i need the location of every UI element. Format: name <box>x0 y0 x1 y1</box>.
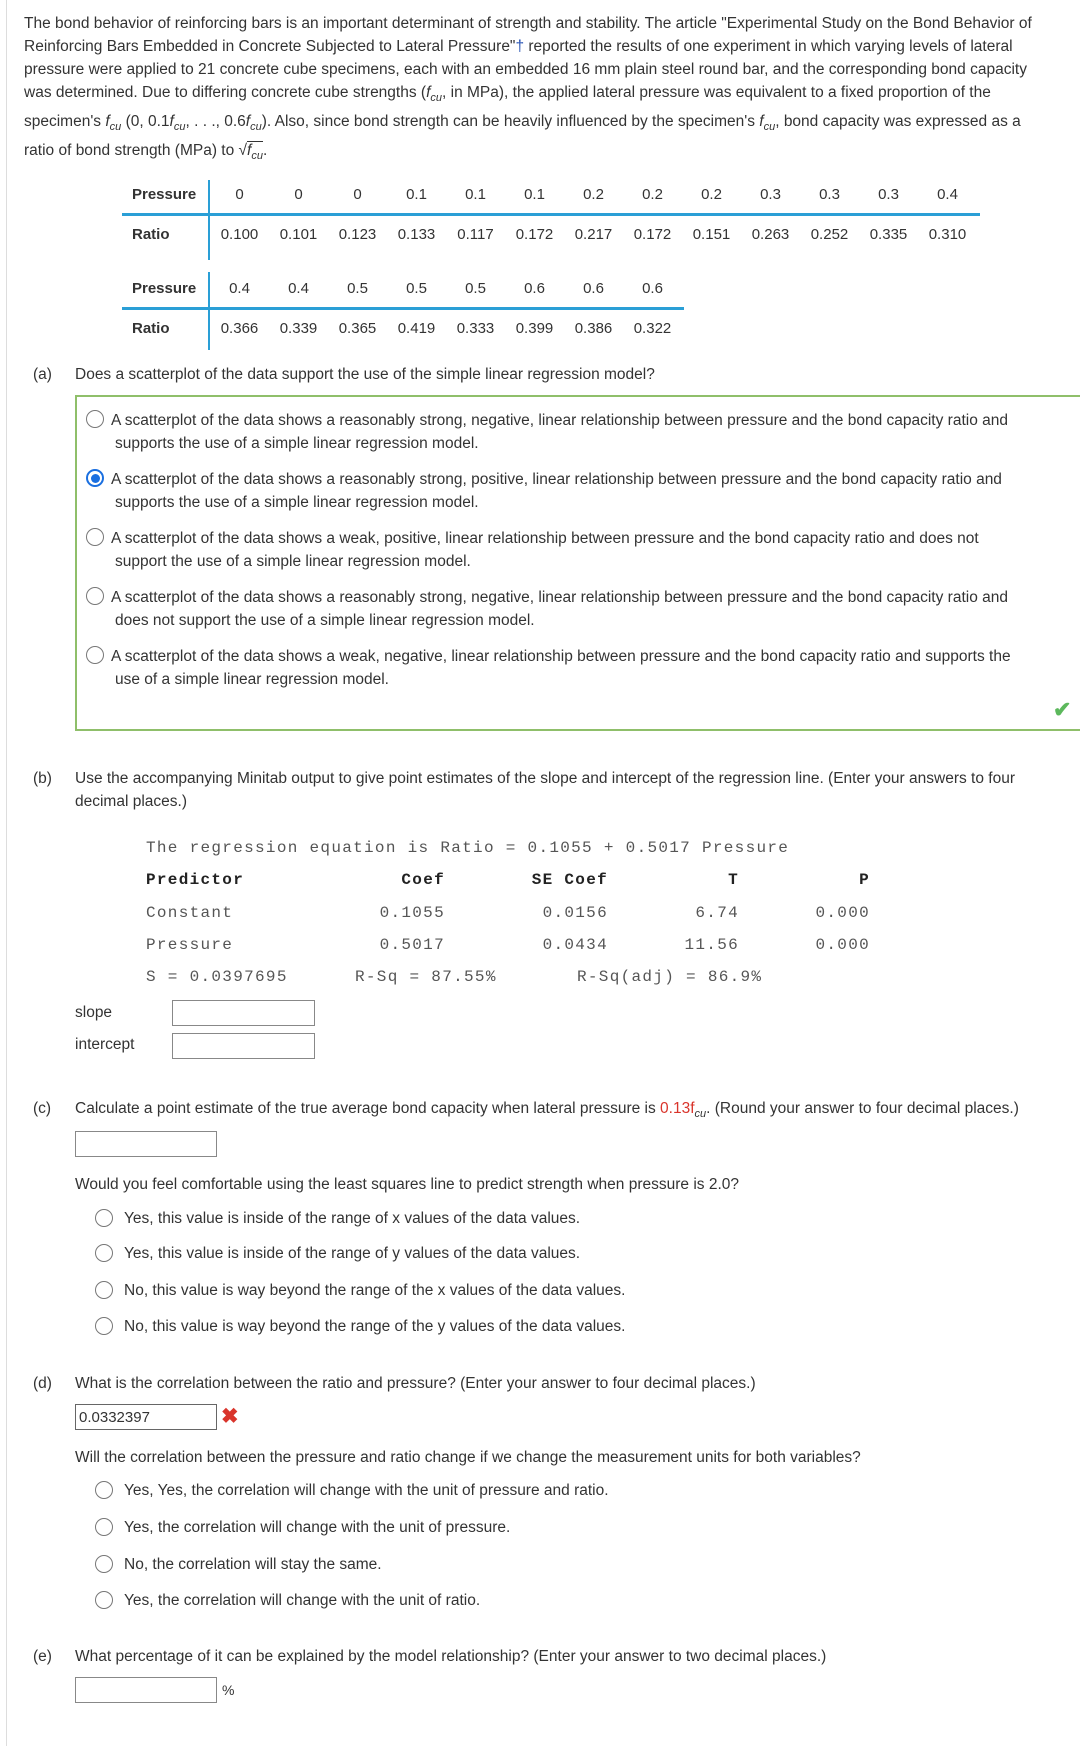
radio-button[interactable] <box>86 646 104 664</box>
part-c-question-2: Would you feel comfortable using the least squares line to predict strength when pressure is 2.0? <box>75 1176 740 1193</box>
option-text: No, the correlation will stay the same. <box>124 1556 382 1573</box>
pressure-cell: 0.2 <box>701 186 722 203</box>
footnote-link[interactable]: † <box>515 38 525 55</box>
row-header-pressure: Pressure <box>132 186 197 203</box>
header-coef: Coef <box>401 871 445 889</box>
intro-text: reported the results of one experiment in which varying levels of lateral <box>524 38 1013 55</box>
pressure-cell: 0 <box>235 186 244 203</box>
regression-equation: The regression equation is Ratio = 0.1055 + 0.5017 Pressure <box>146 839 790 857</box>
s-value: S = 0.0397695 <box>146 968 288 986</box>
slope-input[interactable] <box>172 1000 315 1026</box>
ratio-cell: 0.172 <box>633 226 672 243</box>
cu-subscript: cu <box>763 121 776 134</box>
cu-subscript: cu <box>430 92 443 105</box>
f-symbol: f <box>426 84 431 101</box>
radio-button[interactable] <box>95 1281 113 1299</box>
pressure-cell: 0.3 <box>760 186 781 203</box>
pressure-cell: 0.6 <box>524 280 545 297</box>
part-b-question: decimal places.) <box>75 793 187 810</box>
table-divider <box>122 213 980 216</box>
row-pressure-p: 0.000 <box>815 936 870 954</box>
ratio-cell: 0.100 <box>220 226 259 243</box>
option-text: No, this value is way beyond the range of the y values of the data values. <box>124 1318 626 1335</box>
row-pressure-se: 0.0434 <box>542 936 608 954</box>
f-symbol: f <box>169 113 174 131</box>
option-text: does not support the use of a simple linear regression model. <box>115 612 535 629</box>
incorrect-x-icon: ✖ <box>221 1405 239 1428</box>
r-sq-value: R-Sq = 87.55% <box>355 968 497 986</box>
option-text: Yes, the correlation will change with the unit of ratio. <box>124 1592 481 1609</box>
highlight-value: 0.13f <box>660 1100 695 1117</box>
radio-button[interactable] <box>86 587 104 605</box>
ratio-cell: 0.322 <box>633 320 672 337</box>
part-a-answer-box <box>75 395 1080 731</box>
answer-option[interactable] <box>91 527 1071 573</box>
pressure-cell: 0.2 <box>642 186 663 203</box>
pressure-cell: 0 <box>353 186 362 203</box>
pressure-cell: 0.1 <box>465 186 486 203</box>
pressure-cell: 0.3 <box>819 186 840 203</box>
data-table-1 <box>122 180 980 260</box>
radio-button[interactable] <box>95 1591 113 1609</box>
header-p: P <box>859 871 870 889</box>
ratio-cell: 0.335 <box>869 226 908 243</box>
question-text: Calculate a point estimate of the true average bond capacity when lateral pressure is <box>75 1100 661 1117</box>
intro-line <box>24 35 1080 58</box>
ratio-cell: 0.310 <box>928 226 967 243</box>
intro-text: (0, 0.1 <box>121 113 170 131</box>
radio-button[interactable] <box>95 1481 113 1499</box>
intro-text: specimen's <box>24 113 106 131</box>
answer-option[interactable] <box>95 1591 795 1613</box>
part-c-question <box>75 1100 1019 1120</box>
ratio-cell: 0.365 <box>338 320 377 337</box>
answer-option[interactable] <box>95 1317 795 1339</box>
cu-subscript: cu <box>251 150 263 163</box>
answer-option[interactable] <box>95 1518 795 1540</box>
f-symbol: f <box>105 113 110 131</box>
ratio-cell: 0.217 <box>574 226 613 243</box>
f-symbol: f <box>247 142 252 160</box>
row-constant-t: 6.74 <box>695 904 739 922</box>
ratio-cell: 0.123 <box>338 226 377 243</box>
pressure-cell: 0.5 <box>406 280 427 297</box>
part-a-question: Does a scatterplot of the data support the use of the simple linear regression model? <box>75 366 655 383</box>
cu-subscript: cu <box>109 121 122 134</box>
option-text: A scatterplot of the data shows a weak, positive, linear relationship between pressure and the bond capacity ratio and does not <box>111 530 979 547</box>
option-text: A scatterplot of the data shows a reasonably strong, positive, linear relationship between pressure and the bond capacity ratio and <box>111 471 1002 488</box>
page-border <box>6 0 7 1746</box>
pressure-cell: 0.6 <box>583 280 604 297</box>
ratio-cell: 0.172 <box>515 226 554 243</box>
option-text: A scatterplot of the data shows a reasonably strong, negative, linear relationship between pressure and the bond capacity ratio and <box>111 589 1008 606</box>
part-d-label: (d) <box>33 1375 52 1392</box>
row-constant-se: 0.0156 <box>542 904 608 922</box>
header-t: T <box>728 871 739 889</box>
answer-option[interactable] <box>95 1555 795 1577</box>
correlation-input[interactable] <box>75 1404 217 1430</box>
pressure-cell: 0.5 <box>347 280 368 297</box>
intro-line: pressure were applied to 21 concrete cube specimens, each with an embedded 16 mm plain steel round bar, and the corresponding bond capacity <box>24 61 1027 78</box>
row-header-pressure: Pressure <box>132 280 197 297</box>
part-a-label: (a) <box>33 366 52 383</box>
answer-option[interactable] <box>95 1481 795 1503</box>
pressure-cell: 0.1 <box>524 186 545 203</box>
option-text: supports the use of a simple linear regression model. <box>115 435 479 452</box>
ratio-cell: 0.101 <box>279 226 318 243</box>
answer-option[interactable] <box>91 645 1071 691</box>
ratio-cell: 0.133 <box>397 226 436 243</box>
answer-option[interactable] <box>95 1281 795 1303</box>
part-c-label: (c) <box>33 1100 52 1117</box>
option-text: Yes, Yes, the correlation will change with the unit of pressure and ratio. <box>124 1482 609 1499</box>
f-symbol: f <box>245 113 251 131</box>
pressure-cell: 0.2 <box>583 186 604 203</box>
data-table-2 <box>122 272 684 350</box>
option-text: support the use of a simple linear regression model. <box>115 553 471 570</box>
intro-line: ratio of bond strength (MPa) to $√f_{cu}$. <box>24 142 268 163</box>
intro-text: ratio of bond strength (MPa) to <box>24 142 239 160</box>
row-pressure-t: 11.56 <box>684 936 739 954</box>
problem-intro <box>24 12 1080 168</box>
answer-option[interactable] <box>91 468 1071 514</box>
radio-button[interactable] <box>95 1555 113 1573</box>
pressure-cell: 0.5 <box>465 280 486 297</box>
cu-subscript: cu <box>173 121 186 134</box>
cu-subscript: cu <box>694 1108 707 1121</box>
row-constant-coef: 0.1055 <box>379 904 445 922</box>
percentage-input[interactable] <box>75 1677 217 1703</box>
f-symbol: f <box>759 113 764 131</box>
radio-button[interactable] <box>86 410 104 428</box>
r-sq-adj-value: R-Sq(adj) = 86.9% <box>577 968 763 986</box>
intercept-label: intercept <box>75 1036 135 1053</box>
pressure-cell: 0.1 <box>406 186 427 203</box>
ratio-cell: 0.419 <box>397 320 436 337</box>
intro-text: , bond capacity was expressed as a <box>775 113 1021 131</box>
intro-text: ). Also, since bond strength can be heavily influenced by the specimen's <box>261 113 760 131</box>
ratio-cell: 0.333 <box>456 320 495 337</box>
intercept-input[interactable] <box>172 1033 315 1059</box>
intro-line <box>24 81 1080 110</box>
radio-button[interactable] <box>95 1244 113 1262</box>
radio-button[interactable] <box>95 1317 113 1335</box>
radio-button[interactable] <box>95 1518 113 1536</box>
ratio-cell: 0.151 <box>692 226 731 243</box>
option-text: Yes, this value is inside of the range of x values of the data values. <box>124 1210 581 1227</box>
row-pressure-coef: 0.5017 <box>379 936 445 954</box>
ratio-cell: 0.399 <box>515 320 554 337</box>
ratio-cell: 0.263 <box>751 226 790 243</box>
correct-check-icon: ✔ <box>1053 697 1072 722</box>
slope-label: slope <box>75 1004 113 1021</box>
row-header-ratio: Ratio <box>132 320 170 337</box>
pressure-cell: 0.4 <box>937 186 958 203</box>
intro-text: , in MPa), the applied lateral pressure was equivalent to a fixed proportion of the <box>442 84 991 101</box>
radio-button[interactable] <box>86 528 104 546</box>
option-text: A scatterplot of the data shows a reasonably strong, negative, linear relationship between pressure and the bond capacity ratio and <box>111 412 1008 429</box>
intro-line <box>24 110 1080 139</box>
row-constant-name: Constant <box>146 904 234 922</box>
part-d-question: What is the correlation between the ratio and pressure? (Enter your answer to four decimal places.) <box>75 1375 756 1392</box>
option-text: A scatterplot of the data shows a weak, negative, linear relationship between pressure and the bond capacity ratio and supports the <box>111 648 1011 665</box>
header-predictor: Predictor <box>146 871 245 889</box>
answer-option[interactable] <box>91 586 1071 632</box>
question-text: . (Round your answer to four decimal places.) <box>706 1100 1019 1117</box>
ratio-cell: 0.386 <box>574 320 613 337</box>
pressure-cell: 0.6 <box>642 280 663 297</box>
pressure-cell: 0.4 <box>288 280 309 297</box>
part-b-question: Use the accompanying Minitab output to give point estimates of the slope and intercept of the regression line. (Enter your answers to four <box>75 770 1015 787</box>
intro-text: Reinforcing Bars Embedded in Concrete Subjected to Lateral Pressure" <box>24 38 516 55</box>
part-b-label: (b) <box>33 770 52 787</box>
intro-line: The bond behavior of reinforcing bars is an important determinant of strength and stability. The article "Experimental Study on the Bond Behavior of <box>24 15 1032 32</box>
option-text: supports the use of a simple linear regression model. <box>115 494 479 511</box>
ratio-cell: 0.117 <box>457 226 494 243</box>
ratio-cell: 0.366 <box>220 320 259 337</box>
cu-subscript: cu <box>250 121 262 134</box>
answer-option[interactable] <box>91 409 1071 455</box>
sqrt-symbol: $√f_{cu}$ <box>238 142 263 163</box>
part-e-question: What percentage of it can be explained by the model relationship? (Enter your answer to two decimal places.) <box>75 1648 827 1665</box>
header-se-coef: SE Coef <box>531 871 608 889</box>
intro-text: was determined. Due to differing concrete cube strengths ( <box>24 84 427 101</box>
pressure-cell: 0.3 <box>878 186 899 203</box>
option-text: No, this value is way beyond the range of the x values of the data values. <box>124 1282 626 1299</box>
row-header-ratio: Ratio <box>132 226 170 243</box>
part-d-question-2: Will the correlation between the pressure and ratio change if we change the measurement units for both variables? <box>75 1449 861 1466</box>
ratio-cell: 0.252 <box>810 226 849 243</box>
row-pressure-name: Pressure <box>146 936 234 954</box>
row-constant-p: 0.000 <box>815 904 870 922</box>
intro-text: , . . ., 0.6 <box>185 113 246 131</box>
option-text: use of a simple linear regression model. <box>115 671 389 688</box>
bond-capacity-input[interactable] <box>75 1131 217 1157</box>
part-e-label: (e) <box>33 1648 52 1665</box>
percent-unit: % <box>222 1682 235 1698</box>
option-text: Yes, this value is inside of the range of y values of the data values. <box>124 1245 581 1262</box>
pressure-cell: 0.4 <box>229 280 250 297</box>
answer-option[interactable] <box>95 1209 795 1231</box>
ratio-cell: 0.339 <box>279 320 318 337</box>
pressure-cell: 0 <box>294 186 303 203</box>
radio-button[interactable] <box>86 469 104 487</box>
table-divider <box>122 307 684 310</box>
option-text: Yes, the correlation will change with the unit of pressure. <box>124 1519 511 1536</box>
radio-button[interactable] <box>95 1209 113 1227</box>
answer-option[interactable] <box>95 1244 795 1266</box>
